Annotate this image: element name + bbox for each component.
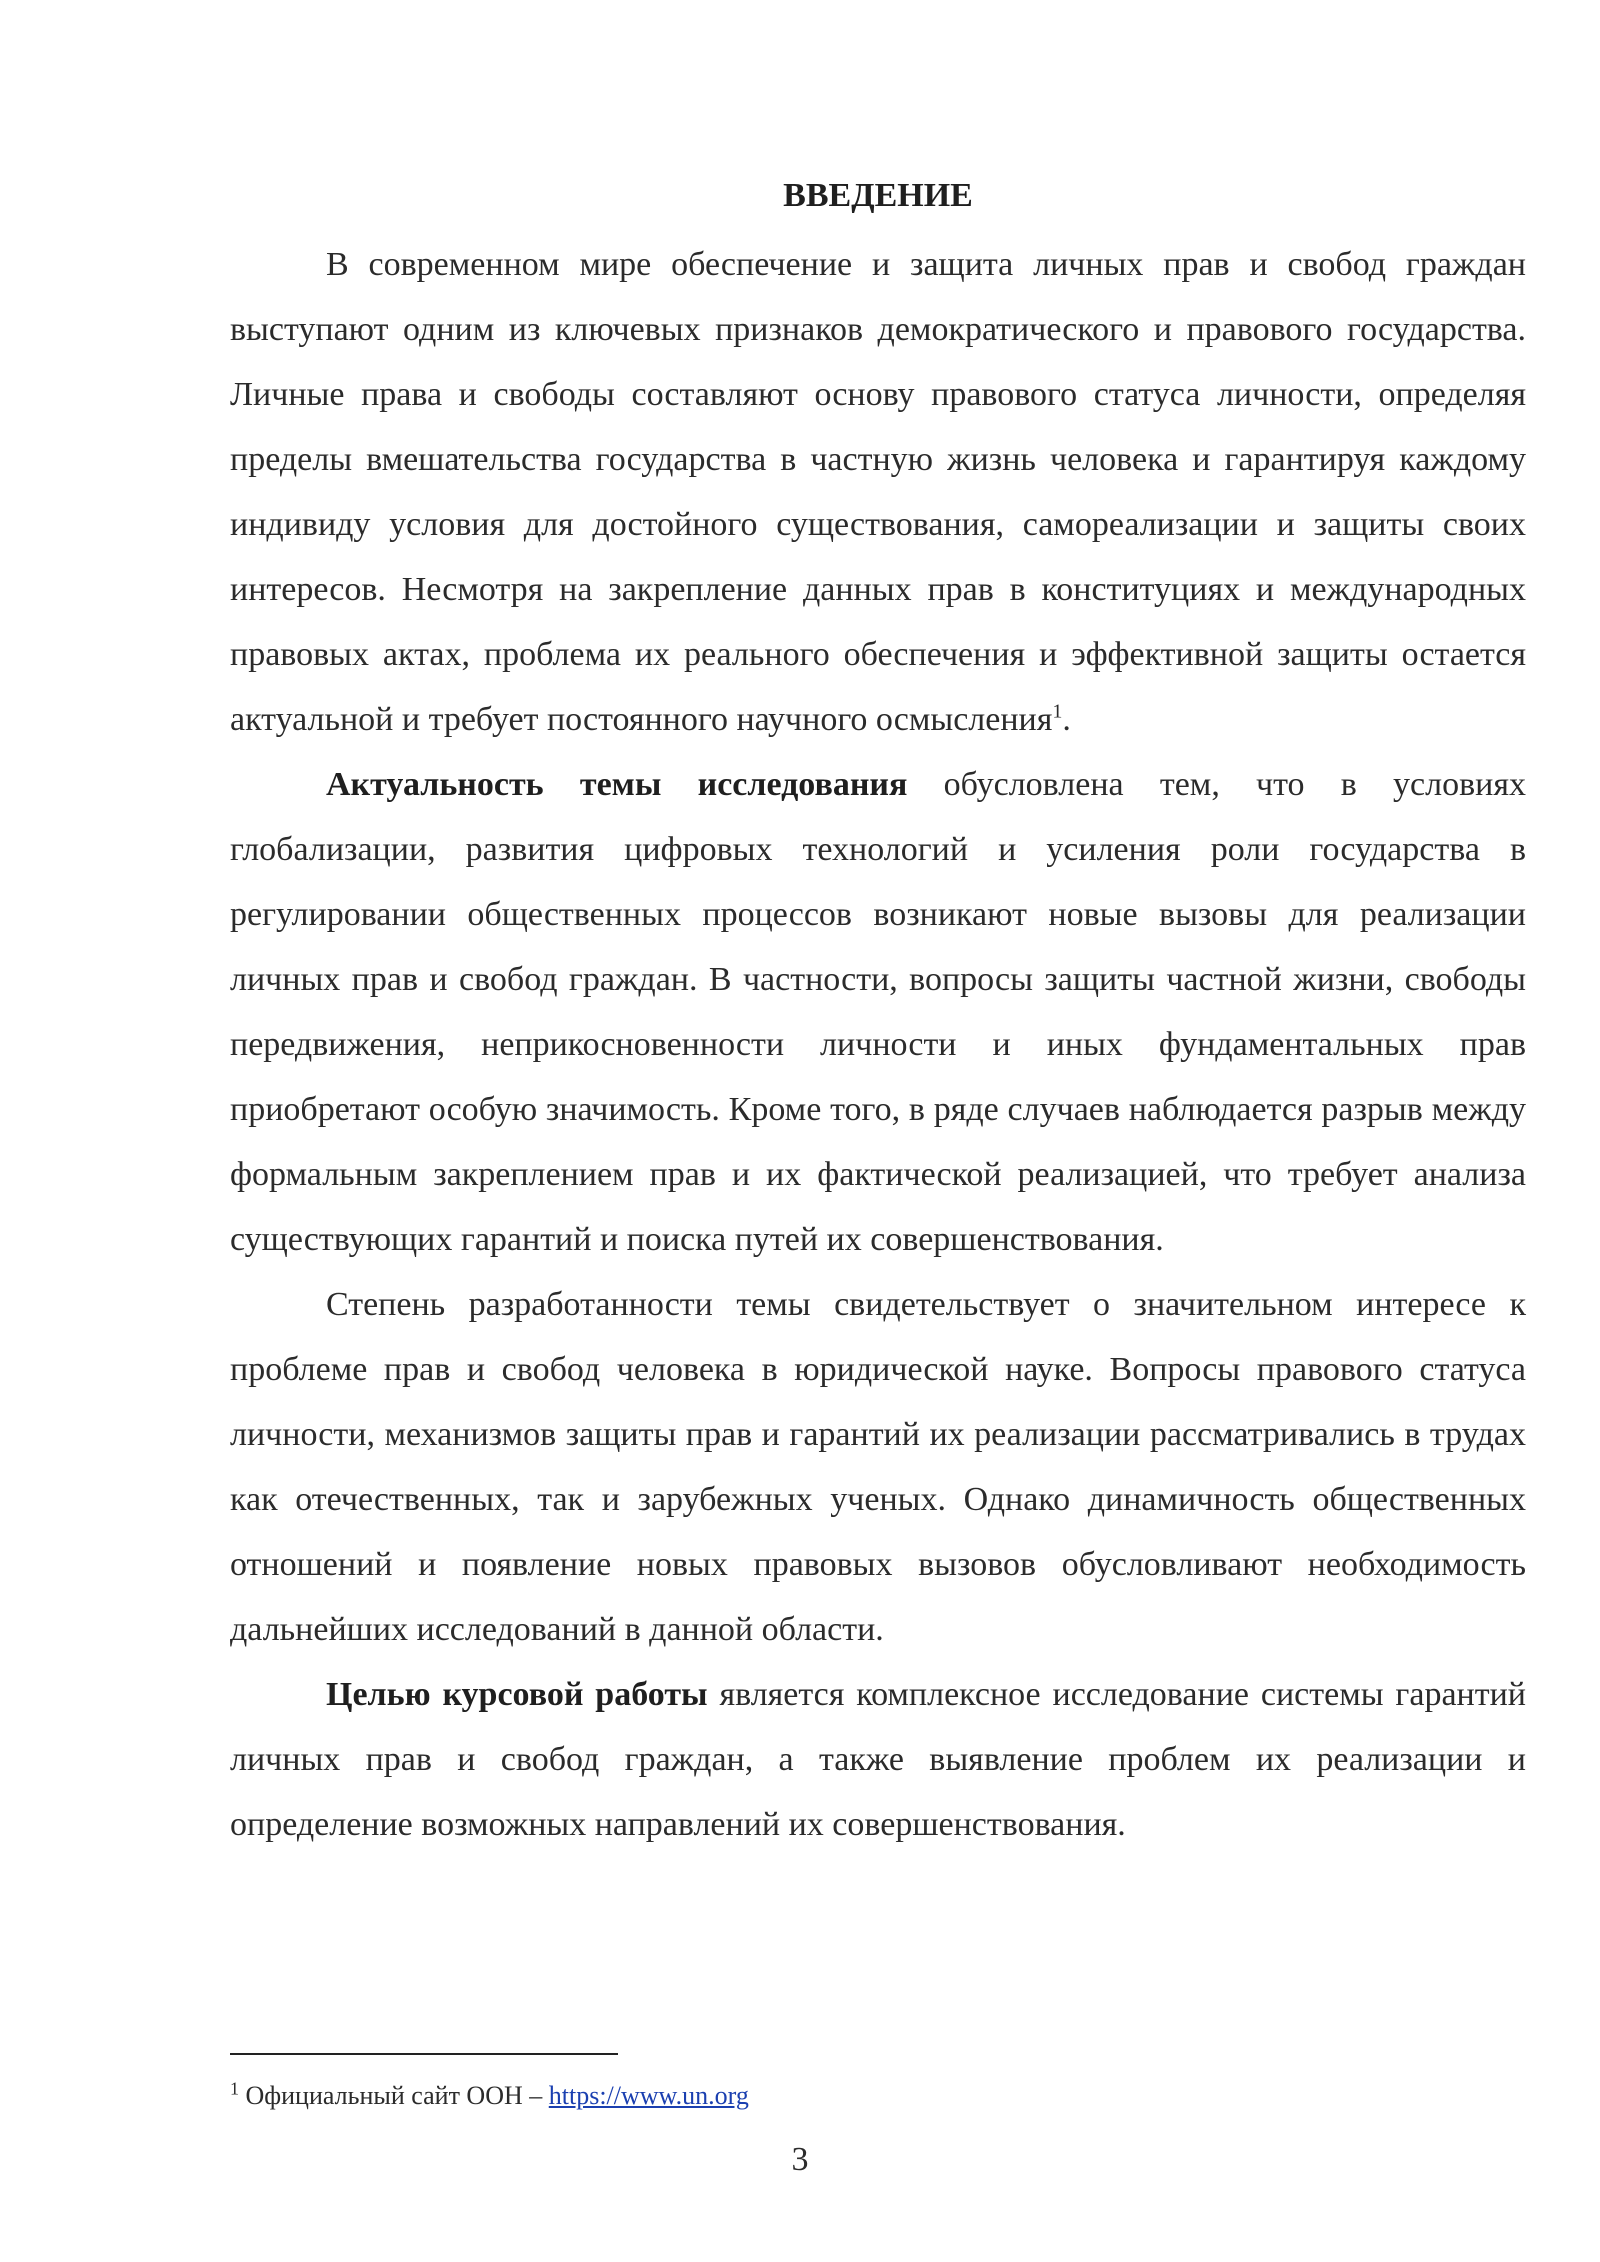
paragraph-relevance-text: обусловлена тем, что в условиях глобализации, развития цифровых технологий и усиления роли государства в регулировании общественных процессов возникают новые вызовы для реализации личных прав и свобод граждан. В частности, вопросы защиты частной жизни, свободы передвижения, неприкосновенности личности и иных фундаментальных прав приобретают особую значимость. Кроме того, в ряде случаев наблюдается разрыв между формальным закреплением прав и их фактической реализацией, что требует анализа существующих гарантий и поиска путей их совершенствования. bbox=[230, 766, 1527, 1258]
goal-bold-term: Целью курсовой работы bbox=[326, 1676, 708, 1713]
page-heading: ВВЕДЕНИЕ bbox=[783, 177, 973, 214]
paragraph-goal bbox=[230, 1662, 1526, 1857]
footnote-number: 1 bbox=[230, 2078, 239, 2099]
footnote-link[interactable]: https://www.un.org bbox=[548, 2081, 749, 2110]
footnote-reference[interactable]: 1 bbox=[1052, 700, 1063, 723]
paragraph-development bbox=[230, 1272, 1526, 1662]
paragraph-intro-text: В современном мире обеспечение и защита личных прав и свобод граждан выступают одним из ключевых признаков демократического и правового государства. Личные права и свободы составляют основу правового статуса личности, определяя пределы вмешательства государства в частную жизнь человека и гарантируя каждому индивиду условия для достойного существования, самореализации и защиты своих интересов. Несмотря на закрепление данных прав в конституциях и международных правовых актах, проблема их реального обеспечения и эффективной защиты остается актуальной и требует постоянного научного осмысления bbox=[230, 246, 1526, 738]
footnote bbox=[230, 2076, 1526, 2116]
page-number: 3 bbox=[791, 2141, 809, 2178]
footnote-text: Официальный сайт ООН – bbox=[239, 2081, 549, 2110]
paragraph-development-text: Степень разработанности темы свидетельствует о значительном интересе к проблеме прав и свобод человека в юридической науке. Вопросы правового статуса личности, механизмов защиты прав и гарантий их реализации рассматривались в трудах как отечественных, так и зарубежных ученых. Однако динамичность общественных отношений и появление новых правовых вызовов обусловливают необходимость дальнейших исследований в данной области. bbox=[230, 1286, 1526, 1648]
body-text bbox=[230, 232, 1526, 1857]
paragraph-goal-text: является комплексное исследование системы гарантий личных прав и свобод граждан, а также выявление проблем их реализации и определение возможных направлений их совершенствования. bbox=[230, 1676, 1526, 1843]
paragraph-relevance bbox=[230, 752, 1526, 1272]
footnote-separator bbox=[230, 2053, 618, 2055]
paragraph-intro-end: . bbox=[1062, 701, 1071, 738]
relevance-bold-term: Актуальность темы исследования bbox=[326, 766, 908, 803]
paragraph-intro bbox=[230, 232, 1526, 752]
